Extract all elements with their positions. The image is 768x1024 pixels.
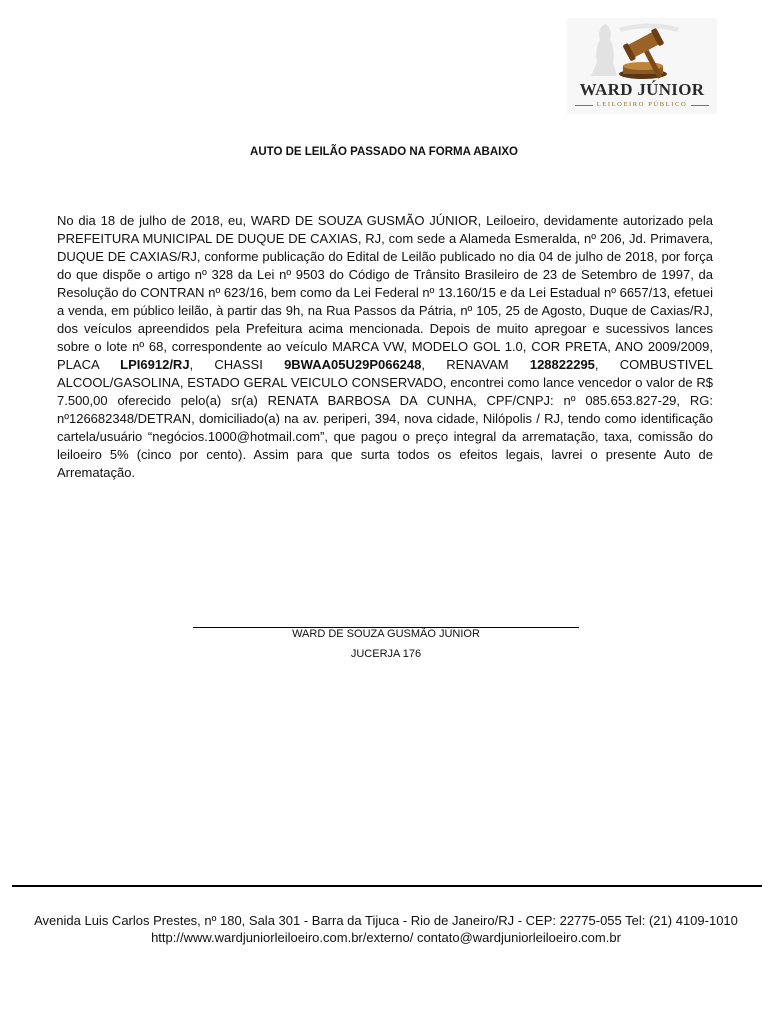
footer-contact[interactable]: http://www.wardjuniorleiloeiro.com.br/externo/ contato@wardjuniorleiloeiro.com.br xyxy=(151,930,621,945)
signature-registry: JUCERJA 176 xyxy=(350,648,422,660)
logo xyxy=(567,18,717,114)
body-text-1: No dia 18 de julho de 2018, eu, WARD DE SOUZA GUSMÃO JÚNIOR, Leiloeiro, devidamente autorizado pela PREFEITURA MUNICIPAL DE DUQUE DE CAXIAS, RJ, com sede a Alameda Esmeralda, nº 206, Jd. Primavera, DUQUE DE CAXIAS/RJ, conforme publicação do Edital de Leilão publicado no dia 04 de julho de 2018, por força do que dispõe o artigo nº 328 da Lei nº 9503 do Código de Trânsito Brasileiro de 23 de Setembro de 1997, da Resolução do CONTRAN nº 623/16, bem como da Lei Federal nº 13.160/15 e da Lei Estadual nº 6657/13, efetuei a venda, em público leilão, à partir das 9h, na Rua Passos da Pátria, nº 105, 25 de Agosto, Duque de Caxias/RJ, dos veículos apreendidos pela Prefeitura acima mencionada. Depois de muito apregoar e sucessivos lances sobre o lote nº 68, correspondente ao veículo MARCA VW, MODELO GOL 1.0, COR PRETA, ANO 2009/2009, PLACA xyxy=(57,213,713,372)
body-text-4: , COMBUSTIVEL ALCOOL/GASOLINA, ESTADO GERAL VEICULO CONSERVADO, encontrei como lance vencedor o valor de R$ 7.500,00 oferecido pelo(a) sr(a) RENATA BARBOSA DA CUNHA, CPF/CNPJ: nº 085.653.827-29, RG: nº126682348/DETRAN, domiciliado(a) na av. periperi, 394, nova cidade, Nilópolis / RJ, tendo como identificação cartela/usuário “negócios.1000@hotmail.com”, que pagou o preço integral da arrematação, taxa, comissão do leiloeiro 5% (cinco por cento). Assim para que surta todos os efeitos legais, lavrei o presente Auto de Arrematação. xyxy=(57,357,713,480)
renavam-number: 128822295 xyxy=(529,357,595,372)
footer xyxy=(28,912,744,946)
body-text-3: , RENAVAM xyxy=(421,357,509,372)
plate-number: LPI6912/RJ xyxy=(120,357,190,372)
document-title: AUTO DE LEILÃO PASSADO NA FORMA ABAIXO xyxy=(250,146,518,158)
signature-name: WARD DE SOUZA GUSMÃO JÚNIOR xyxy=(292,628,480,640)
logo-tagline: LEILOEIRO PÚBLICO xyxy=(596,101,688,108)
logo-rule-right xyxy=(691,105,709,106)
chassis-number: 9BWAA05U29P066248 xyxy=(284,357,422,372)
gavel-icon xyxy=(567,18,717,82)
body-text-2: , CHASSI xyxy=(189,357,263,372)
footer-divider xyxy=(12,885,762,887)
footer-address: Avenida Luis Carlos Prestes, nº 180, Sala 301 - Barra da Tijuca - Rio de Janeiro/RJ - CEP: 22775-055 Tel: (21) 4109-1010 xyxy=(34,913,738,928)
logo-name: WARD JÚNIOR xyxy=(579,80,705,99)
document-body xyxy=(57,212,713,482)
